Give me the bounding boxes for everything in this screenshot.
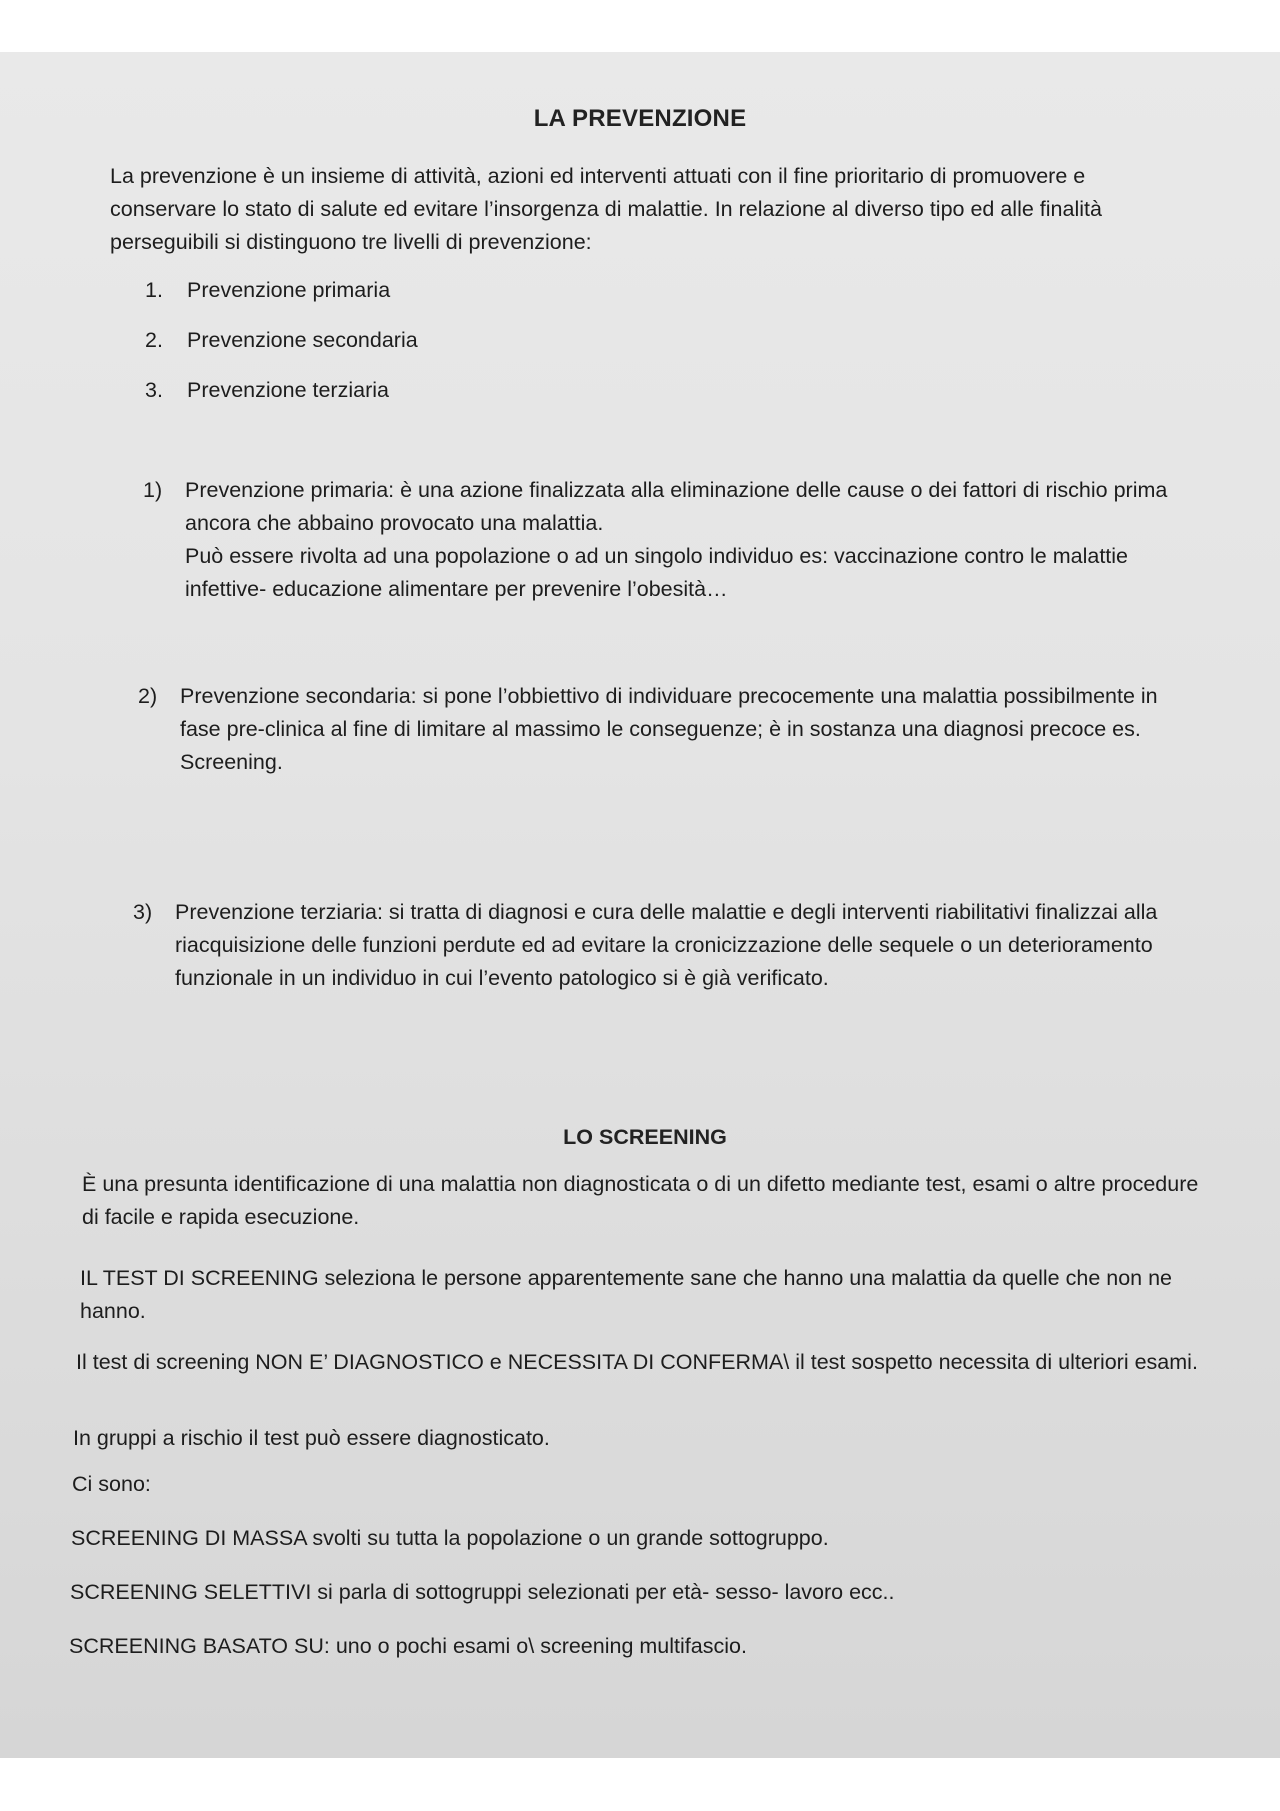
intro-paragraph: La prevenzione è un insieme di attività, azioni ed interventi attuati con il fine prioritario di promuovere e conservare lo stato di salute ed evitare l’insorgenza di malattie. In relazione al diverso tipo ed alle finalità perseguibili si distinguono tre livelli di prevenzione: [110,164,1102,254]
list-label: Prevenzione secondaria [187,328,418,352]
screening-mass-paragraph: SCREENING DI MASSA svolti su tutta la popolazione o un grande sottogruppo. [71,1526,829,1550]
list-label: Prevenzione terziaria [187,378,389,402]
screening-types-intro: Ci sono: [72,1472,151,1496]
screening-confirmation-paragraph: Il test di screening NON E’ DIAGNOSTICO e NECESSITA DI CONFERMA\ il test sospetto necessita di ulteriori esami. [76,1350,1198,1374]
point-marker: 3) [133,900,153,924]
list-number: 1. [145,278,163,302]
point-marker: 1) [143,478,163,502]
screening-selective-paragraph: SCREENING SELETTIVI si parla di sottogruppi selezionati per età- sesso- lavoro ecc.. [70,1580,895,1604]
point-text: Prevenzione secondaria: si pone l’obbiettivo di individuare precocemente una malattia possibilmente in fase pre-clinica al fine di limitare al massimo le conseguenze; è in sostanza una diagnosi precoce es. Screening. [180,684,1158,774]
screening-based-on-paragraph: SCREENING BASATO SU: uno o pochi esami o\ screening multifascio. [69,1634,747,1658]
screening-risk-groups-paragraph: In gruppi a rischio il test può essere diagnosticato. [73,1426,550,1450]
point-text: Prevenzione terziaria: si tratta di diagnosi e cura delle malattie e degli interventi riabilitativi finalizzai alla riacquisizione delle funzioni perdute ed ad evitare la cronicizzazione delle sequele o un deterioramento funzionale in un individuo in cui l’evento patologico si è già verificato. [175,900,1158,990]
point-marker: 2) [138,684,158,708]
point-primary-prevention [143,474,1193,606]
list-item [145,374,418,424]
screening-definition: È una presunta identificazione di una malattia non diagnosticata o di un difetto mediante test, esami o altre procedure di facile e rapida esecuzione. [82,1172,1199,1229]
document-title: LA PREVENZIONE [533,105,747,132]
prevention-levels-list [145,274,418,424]
document-page [0,52,1280,1758]
list-number: 2. [145,328,163,352]
screening-test-paragraph: IL TEST DI SCREENING seleziona le persone apparentemente sane che hanno una malattia da quelle che non ne hanno. [80,1266,1173,1323]
point-tertiary-prevention [133,896,1213,995]
list-label: Prevenzione primaria [187,278,391,302]
list-item [145,274,418,324]
point-secondary-prevention [138,680,1188,779]
screening-title: LO SCREENING [563,1125,727,1149]
list-number: 3. [145,378,163,402]
list-item [145,324,418,374]
point-text-continued: Può essere rivolta ad una popolazione o ad un singolo individuo es: vaccinazione contro le malattie infettive- educazione alimentare per prevenire l’obesità… [185,544,1129,601]
point-text: Prevenzione primaria: è una azione finalizzata alla eliminazione delle cause o dei fattori di rischio prima ancora che abbaino provocato una malattia. [185,478,1168,535]
